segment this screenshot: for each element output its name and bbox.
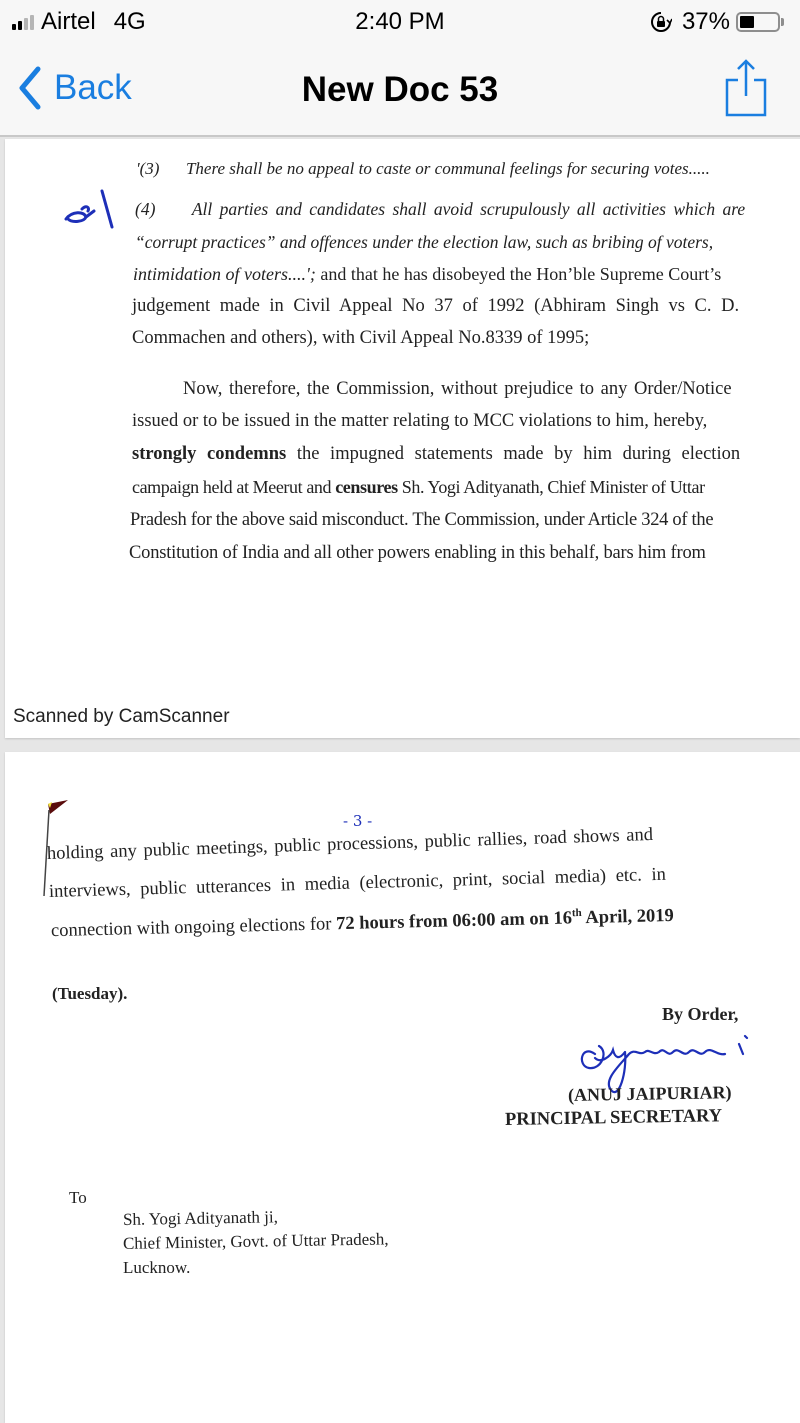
chevron-left-icon bbox=[18, 66, 42, 110]
clause-number: '(3) bbox=[136, 159, 160, 178]
document-page-1[interactable] bbox=[5, 139, 800, 738]
status-time: 2:40 PM bbox=[355, 8, 445, 35]
camscanner-watermark: Scanned by CamScanner bbox=[13, 706, 230, 727]
bold-text: April, 2019 bbox=[581, 905, 675, 929]
page1-text bbox=[5, 139, 800, 699]
page-number: - 3 - bbox=[343, 812, 373, 830]
page2-text bbox=[5, 752, 800, 1392]
clause-4-line-2: “corrupt practices” and offences under the election law, such as bribing of voters, bbox=[135, 232, 714, 252]
signatory-name: (ANUJ JAIPURIAR) bbox=[567, 1082, 732, 1105]
clause-3-text: There shall be no appeal to caste or communal feelings for securing votes..... bbox=[185, 159, 710, 178]
clause-4-text: All parties and candidates shall avoid scrupulously all activities which are bbox=[191, 199, 746, 219]
body-text: Sh. Yogi Adityanath, Chief Minister of Uttar bbox=[397, 477, 705, 497]
body-text: Commachen and others), with Civil Appeal No.8339 of 1995; bbox=[132, 328, 590, 348]
body-text: Pradesh for the above said misconduct. The Commission, under Article 324 of the bbox=[130, 510, 714, 530]
recipient-line-1: Sh. Yogi Adityanath ji, bbox=[122, 1207, 279, 1229]
to-label: To bbox=[69, 1188, 87, 1207]
body-text: connection with ongoing elections for bbox=[50, 914, 337, 942]
signatory-designation: PRINCIPAL SECRETARY bbox=[504, 1106, 723, 1130]
recipient-line-3: Lucknow. bbox=[123, 1258, 191, 1277]
document-page-2[interactable] bbox=[5, 752, 800, 1423]
body-text: judgement made in Civil Appeal No 37 of 1992 (Abhiram Singh vs C. D. bbox=[132, 296, 740, 316]
body-text: holding any public meetings, public processions, public rallies, road shows and bbox=[46, 824, 654, 864]
battery-tip bbox=[781, 18, 784, 26]
status-right bbox=[650, 8, 784, 36]
bold-text: censures bbox=[335, 477, 398, 497]
bold-text: 72 hours from 06:00 am on 16 bbox=[335, 908, 573, 935]
navigation-bar bbox=[0, 44, 800, 137]
bold-text: strongly condemns bbox=[132, 444, 287, 464]
recipient-line-2: Chief Minister, Govt. of Uttar Pradesh, bbox=[122, 1229, 389, 1253]
carrier-name: Airtel bbox=[41, 8, 96, 35]
body-text: issued or to be issued in the matter relating to MCC violations to him, hereby, bbox=[132, 411, 708, 431]
body-text-bold: (Tuesday). bbox=[52, 984, 128, 1003]
clause-4-italic-end: intimidation of voters....'; bbox=[133, 264, 316, 284]
clause-number: (4) bbox=[135, 199, 156, 219]
body-text: interviews, public utterances in media (electronic, print, social media) etc. in bbox=[48, 864, 667, 902]
body-text: Constitution of India and all other powers enabling in this behalf, bars him from bbox=[129, 543, 706, 563]
back-button[interactable] bbox=[18, 66, 132, 110]
by-order: By Order, bbox=[662, 1004, 739, 1024]
body-text: and that he has disobeyed the Hon’ble Supreme Court’s bbox=[315, 264, 722, 284]
share-icon[interactable] bbox=[724, 58, 768, 118]
body-text: Now, therefore, the Commission, without prejudice to any Order/Notice bbox=[183, 379, 732, 399]
body-text: the impugned statements made by him during election bbox=[286, 444, 741, 464]
network-type: 4G bbox=[113, 8, 146, 35]
battery-percent: 37% bbox=[681, 8, 730, 35]
document-title: New Doc 53 bbox=[301, 70, 499, 109]
battery-icon bbox=[736, 12, 780, 32]
back-label: Back bbox=[54, 68, 132, 107]
orientation-lock-icon bbox=[650, 11, 672, 33]
superscript-th: th bbox=[571, 907, 582, 920]
status-bar bbox=[0, 0, 800, 44]
body-text: campaign held at Meerut and bbox=[132, 477, 336, 497]
